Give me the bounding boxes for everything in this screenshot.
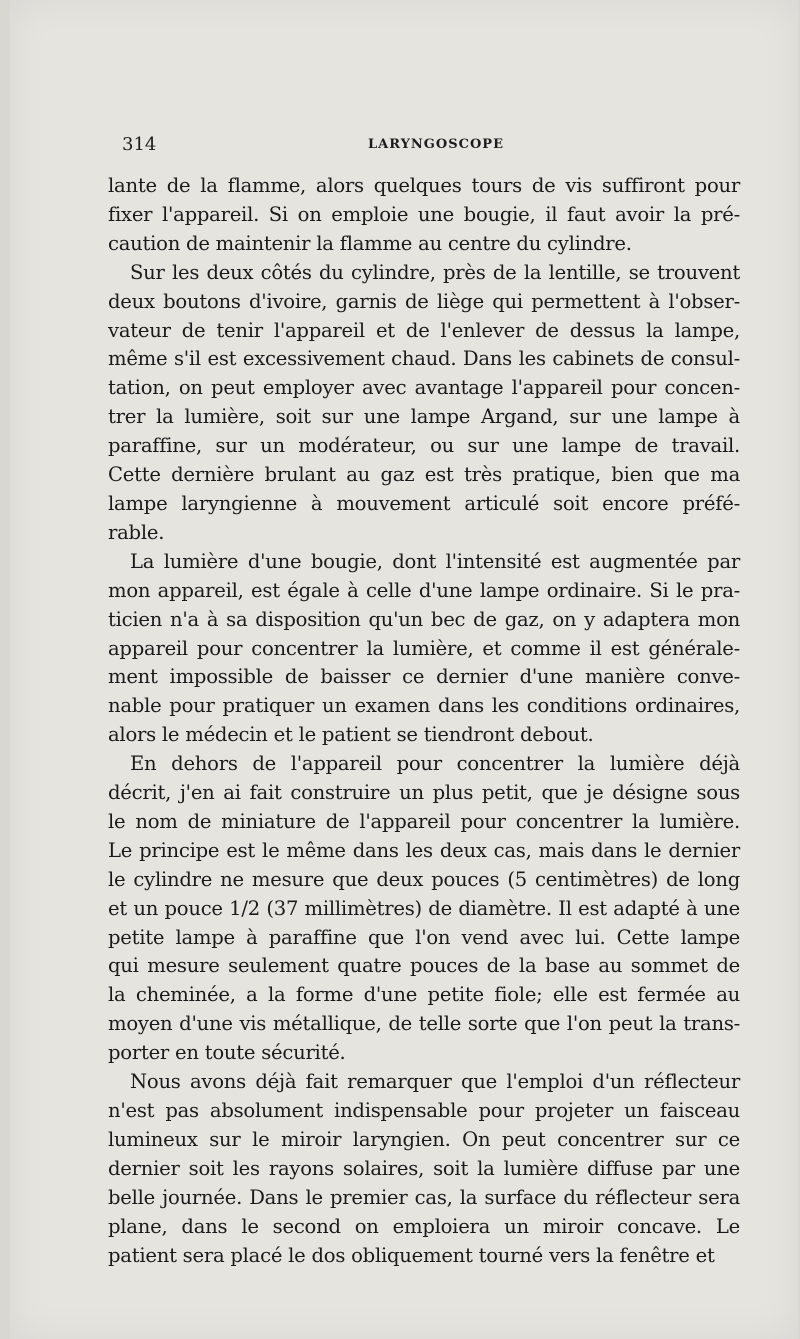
page-number: 314 xyxy=(122,134,157,155)
text-line: qui mesure seulement quatre pouces de la base au sommet de xyxy=(108,954,740,978)
text-line: nable pour pratiquer un examen dans les conditions ordinaires, xyxy=(108,694,740,718)
text-line: dernier soit les rayons solaires, soit la lumière diffuse par une xyxy=(108,1156,740,1180)
paragraph xyxy=(108,548,740,750)
text-line: le cylindre ne mesure que deux pouces (5 centimètres) de long xyxy=(108,867,740,891)
text-line: fixer l'appareil. Si on emploie une bougie, il faut avoir la pré- xyxy=(108,202,740,226)
paragraph xyxy=(108,259,740,548)
text-line: paraffine, sur un modérateur, ou sur une lampe de travail. xyxy=(108,434,740,458)
text-line: Nous avons déjà fait remarquer que l'emploi d'un réflecteur xyxy=(130,1070,740,1094)
text-line: alors le médecin et le patient se tiendront debout. xyxy=(108,723,594,747)
text-line: belle journée. Dans le premier cas, la surface du réflecteur sera xyxy=(108,1185,740,1209)
text-line: Cette dernière brulant au gaz est très pratique, bien que ma xyxy=(108,463,740,487)
text-line: lumineux sur le miroir laryngien. On peut concentrer sur ce xyxy=(108,1127,740,1151)
text-line: La lumière d'une bougie, dont l'intensité est augmentée par xyxy=(130,549,740,573)
text-line: deux boutons d'ivoire, garnis de liège qui permettent à l'obser- xyxy=(108,289,740,313)
paragraph xyxy=(108,750,740,1068)
text-line: n'est pas absolument indispensable pour projeter un faisceau xyxy=(108,1099,740,1122)
text-line: ment impossible de baisser ce dernier d'une manière conve- xyxy=(108,665,740,689)
text-line: plane, dans le second on emploiera un miroir concave. Le xyxy=(108,1214,740,1238)
text-line: petite lampe à paraffine que l'on vend avec lui. Cette lampe xyxy=(108,925,740,949)
text-line: appareil pour concentrer la lumière, et comme il est générale- xyxy=(108,636,740,660)
text-line: Le principe est le même dans les deux cas, mais dans le dernier xyxy=(108,838,740,862)
text-line: la cheminée, a la forme d'une petite fiole; elle est fermée au xyxy=(108,983,740,1007)
text-line: lante de la flamme, alors quelques tours de vis suffiront pour xyxy=(108,174,740,197)
text-line: le nom de miniature de l'appareil pour concentrer la lumière. xyxy=(108,809,740,833)
text-line: patient sera placé le dos obliquement tourné vers la fenêtre et xyxy=(108,1243,715,1267)
text-line: mon appareil, est égale à celle d'une lampe ordinaire. Si le pra- xyxy=(108,578,740,602)
text-line: tation, on peut employer avec avantage l'appareil pour concen- xyxy=(108,376,740,400)
text-line: rable. xyxy=(108,520,165,544)
text-line: décrit, j'en ai fait construire un plus petit, que je désigne sous xyxy=(108,781,740,805)
text-line: porter en toute sécurité. xyxy=(108,1041,346,1065)
page-header xyxy=(122,134,750,158)
text-line: lampe laryngienne à mouvement articulé soit encore préfé- xyxy=(108,491,740,515)
text-line: même s'il est excessivement chaud. Dans les cabinets de consul- xyxy=(108,347,740,371)
text-line: vateur de tenir l'appareil et de l'enlever de dessus la lampe, xyxy=(108,318,740,342)
paragraph xyxy=(108,1068,740,1270)
text-line: trer la lumière, soit sur une lampe Argand, sur une lampe à xyxy=(108,405,740,429)
running-title: LARYNGOSCOPE xyxy=(368,137,504,152)
paragraph xyxy=(108,172,740,259)
text-line: En dehors de l'appareil pour concentrer la lumière déjà xyxy=(130,752,740,776)
text-line: et un pouce 1/2 (37 millimètres) de diamètre. Il est adapté à une xyxy=(108,896,740,920)
body-text xyxy=(108,172,740,1270)
text-line: ticien n'a à sa disposition qu'un bec de gaz, on y adaptera mon xyxy=(108,607,740,631)
text-line: Sur les deux côtés du cylindre, près de la lentille, se trouvent xyxy=(130,260,740,284)
text-line: moyen d'une vis métallique, de telle sorte que l'on peut la trans- xyxy=(108,1012,740,1036)
text-line: caution de maintenir la flamme au centre du cylindre. xyxy=(108,231,632,255)
